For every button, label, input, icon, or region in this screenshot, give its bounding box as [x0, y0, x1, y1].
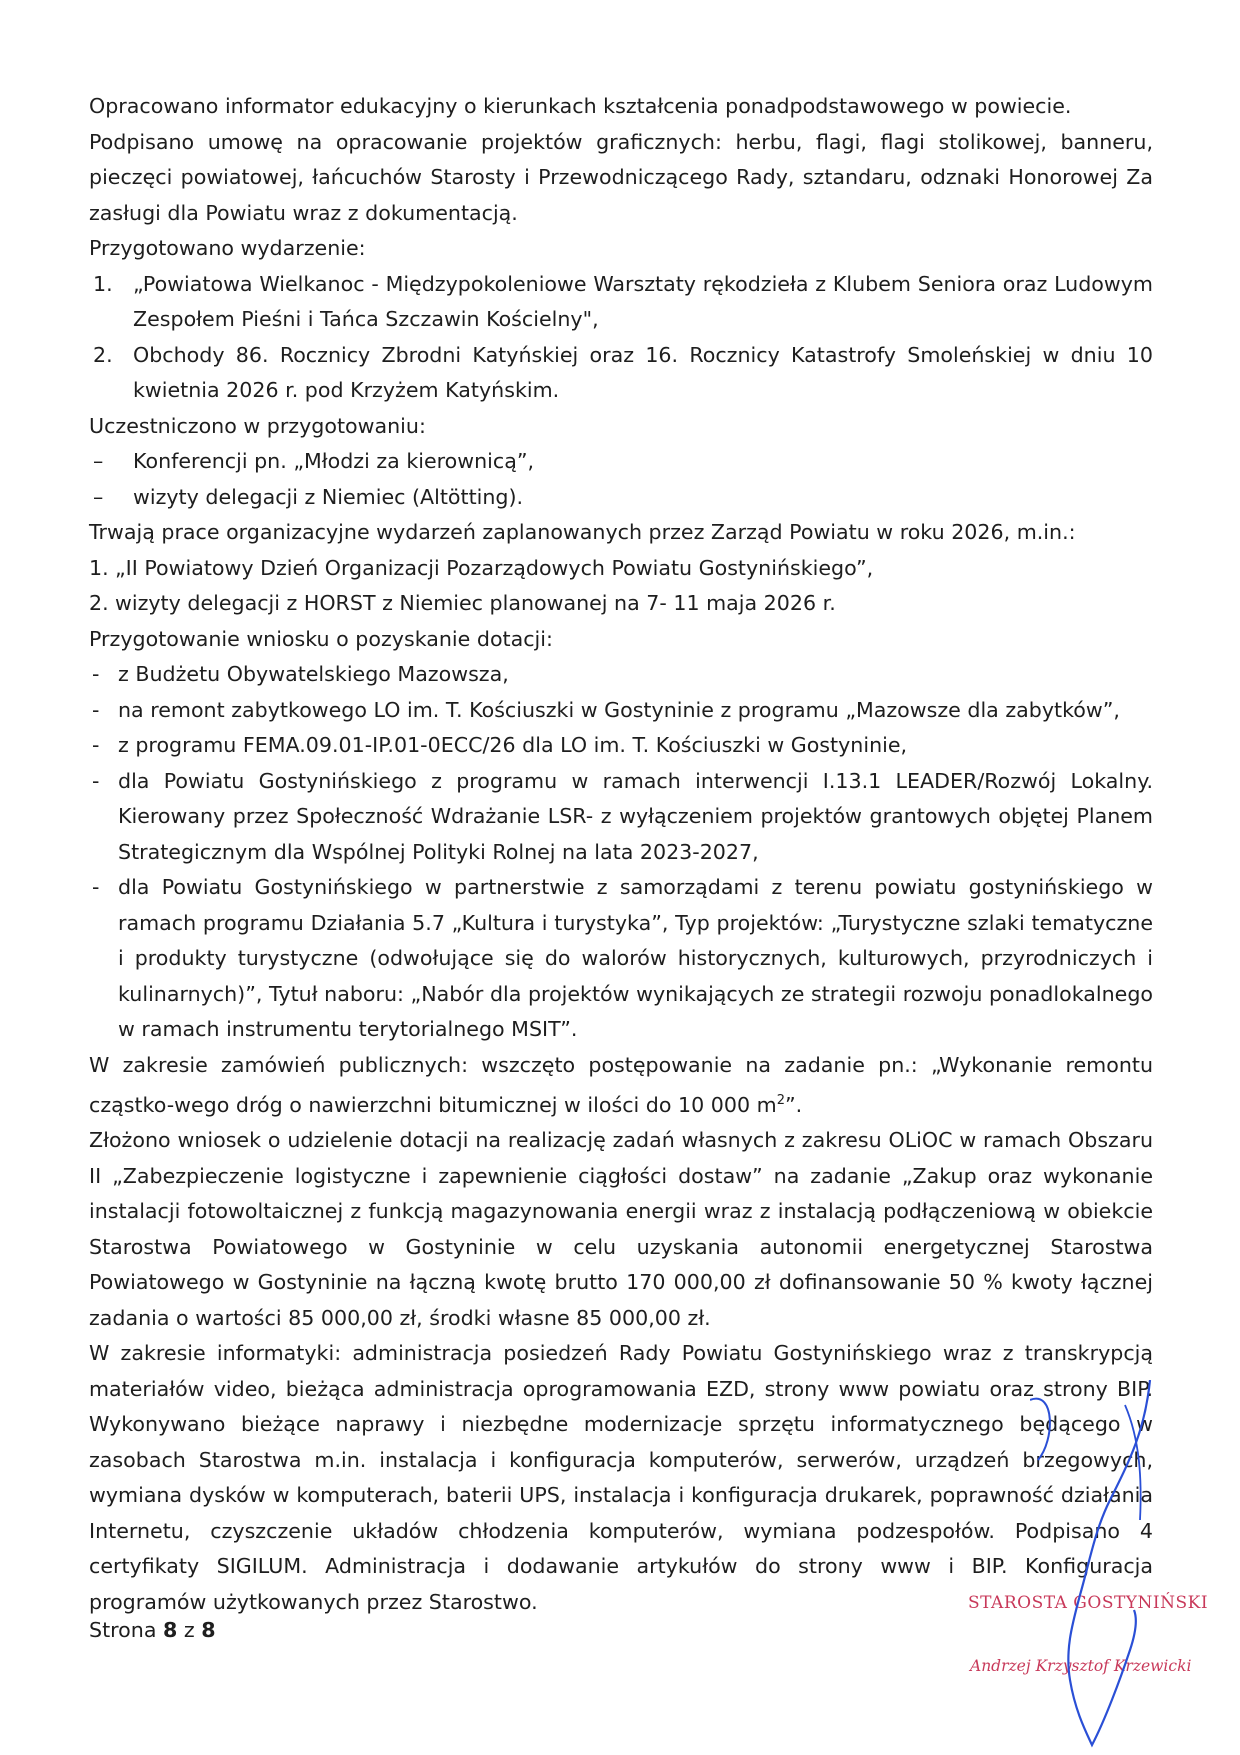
paragraph-grant-intro: Przygotowanie wniosku o pozyskanie dotacji:: [89, 626, 553, 651]
current-page: 8: [162, 1618, 178, 1642]
prep-list: [89, 444, 1153, 515]
list-item: [89, 657, 1153, 693]
list-marker: 1.: [89, 555, 109, 580]
total-pages: 8: [201, 1618, 216, 1642]
list-marker: 2.: [89, 591, 109, 615]
paragraph-projects-agreement: Podpisano umowę na opracowanie projektów graficznych: herbu, flagi, flagi stolikowej, banneru, pieczęci powiatowej, łańcuchów Starosty i Przewodniczącego Rady, sztandaru, odznaki Honorowej Za zasługi dla Powiatu wraz z dokumentacją.: [89, 129, 1153, 225]
grant-list: [89, 657, 1153, 1048]
list-marker: –: [93, 484, 104, 509]
stamp-title: STAROSTA GOSTYNIŃSKI: [968, 1593, 1209, 1613]
list-item: [89, 267, 1153, 338]
superscript-2: 2: [776, 1093, 785, 1108]
event-list: [89, 267, 1153, 409]
list-item-text: z programu FEMA.09.01-IP.01-0ECC/26 dla LO im. T. Kościuszki w Gostyninie,: [118, 733, 908, 757]
list-item: [89, 586, 1153, 622]
paragraph-prep-intro: Uczestniczono w przygotowaniu:: [89, 413, 426, 438]
list-marker: -: [92, 875, 100, 899]
list-item: [89, 551, 1153, 587]
list-item-text: wizyty delegacji z HORST z Niemiec planowanej na 7- 11 maja 2026 r.: [115, 591, 836, 615]
list-marker: -: [92, 733, 100, 757]
list-item: [89, 728, 1153, 764]
list-item: [89, 444, 1153, 480]
list-marker: -: [92, 662, 100, 686]
list-marker: –: [93, 449, 104, 473]
list-item-text: „Powiatowa Wielkanoc - Międzypokoleniowe Warsztaty rękodzieła z Klubem Seniora oraz Ludowym Zespołem Pieśni i Tańca Szczawin Kościelny",: [133, 271, 1153, 331]
paragraph-oliooc-grant: Złożono wniosek o udzielenie dotacji na realizację zadań własnych z zakresu OLiOC w ramach Obszaru II „Zabezpieczenie logistyczne i zapewnienie ciągłości dostaw” na zadanie „Zakup oraz wykonanie instalacji fotowoltaicznej z funkcją magazynowania energii wraz z instalacją podłączeniową w obiekcie Starostwa Powiatowego w Gostyninie w celu uzyskania autonomii energetycznej Starostwa Powiatowego w Gostyninie na łączną kwotę brutto 170 000,00 zł dofinansowanie 50 % kwoty łącznej zadania o wartości 85 000,00 zł, środki własne 85 000,00 zł.: [89, 1128, 1153, 1330]
list-item-text: dla Powiatu Gostynińskiego w partnerstwie z samorządami z terenu powiatu gostynińskiego w ramach programu Działania 5.7 „Kultura i turystyka”, Typ projektów: „Turystyczne szlaki tematyczne i produkty turystyczne (odwołujące się do walorów historycznych, kulturowych, przyrodniczych i kulinarnych)”, Tytuł naboru: „Nabór dla projektów wynikających ze strategii rozwoju ponadlokalnego w ramach instrumentu terytorialnego MSIT”.: [118, 875, 1153, 1041]
handwritten-signature: [1030, 1380, 1180, 1750]
document-body: [89, 89, 1153, 1620]
stamp-name: Andrzej Krzysztof Krzewicki: [970, 1657, 1192, 1675]
procurement-text-end: ”.: [784, 1092, 803, 1117]
list-item: [89, 693, 1153, 729]
procurement-text: W zakresie zamówień publicznych: wszczęto postępowanie na zadanie pn.: „Wykonanie remontu cząstko-wego dróg o nawierzchni bitumicznej w ilości do 10 000 m: [89, 1052, 1153, 1117]
list-marker: -: [92, 697, 100, 722]
list-item-text: wizyty delegacji z Niemiec (Altötting).: [133, 484, 524, 509]
paragraph-event-intro: Przygotowano wydarzenie:: [89, 236, 366, 260]
list-item: [89, 764, 1153, 871]
list-item: [89, 870, 1153, 1048]
list-marker: -: [92, 768, 100, 793]
list-item: [89, 480, 1153, 516]
paragraph-public-procurement: [89, 1048, 1153, 1124]
list-marker: 2.: [93, 342, 113, 367]
page-label: Strona: [89, 1618, 157, 1642]
page-number: [89, 1618, 216, 1642]
planned-list: [89, 551, 1153, 622]
list-item-text: na remont zabytkowego LO im. T. Kościuszki w Gostyninie z programu „Mazowsze dla zabytków”,: [118, 697, 1120, 722]
list-item-text: Obchody 86. Rocznicy Zbrodni Katyńskiej oraz 16. Rocznicy Katastrofy Smoleńskiej w dniu 10 kwietnia 2026 r. pod Krzyżem Katyńskim.: [133, 342, 1153, 402]
list-item-text: Konferencji pn. „Młodzi za kierownicą”,: [133, 449, 535, 473]
page-of: z: [183, 1618, 195, 1642]
paragraph-it: W zakresie informatyki: administracja posiedzeń Rady Powiatu Gostynińskiego wraz z transkrypcją materiałów video, bieżąca administracja oprogramowania EZD, strony www powiatu oraz strony BIP. Wykonywano bieżące naprawy i niezbędne modernizacje sprzętu informatycznego będącego w zasobach Starostwa m.in. instalacja i konfiguracja komputerów, serwerów, urządzeń brzegowych, wymiana dysków w komputerach, baterii UPS, instalacja i konfiguracja drukarek, poprawność działania Internetu, czyszczenie układów chłodzenia komputerów, wymiana podzespołów. Podpisano 4 certyfikaty SIGILUM. Administracja i dodawanie artykułów do strony www i BIP. Konfiguracja programów użytkowanych przez Starostwo.: [89, 1341, 1153, 1614]
paragraph-planned-intro: Trwają prace organizacyjne wydarzeń zaplanowanych przez Zarząd Powiatu w roku 2026, m.in.:: [89, 520, 1076, 544]
list-item-text: dla Powiatu Gostynińskiego z programu w ramach interwencji I.13.1 LEADER/Rozwój Lokalny. Kierowany przez Społeczność Wdrażanie LSR- z wyłączeniem projektów grantowych objętej Planem Strategicznym dla Wspólnej Polityki Rolnej na lata 2023-2027,: [118, 768, 1153, 864]
list-item: [89, 338, 1153, 409]
paragraph-informator: Opracowano informator edukacyjny o kierunkach kształcenia ponadpodstawowego w powiecie.: [89, 94, 1072, 118]
list-marker: 1.: [93, 271, 113, 296]
list-item-text: z Budżetu Obywatelskiego Mazowsza,: [118, 662, 509, 686]
list-item-text: „II Powiatowy Dzień Organizacji Pozarządowych Powiatu Gostynińskiego”,: [115, 555, 874, 580]
